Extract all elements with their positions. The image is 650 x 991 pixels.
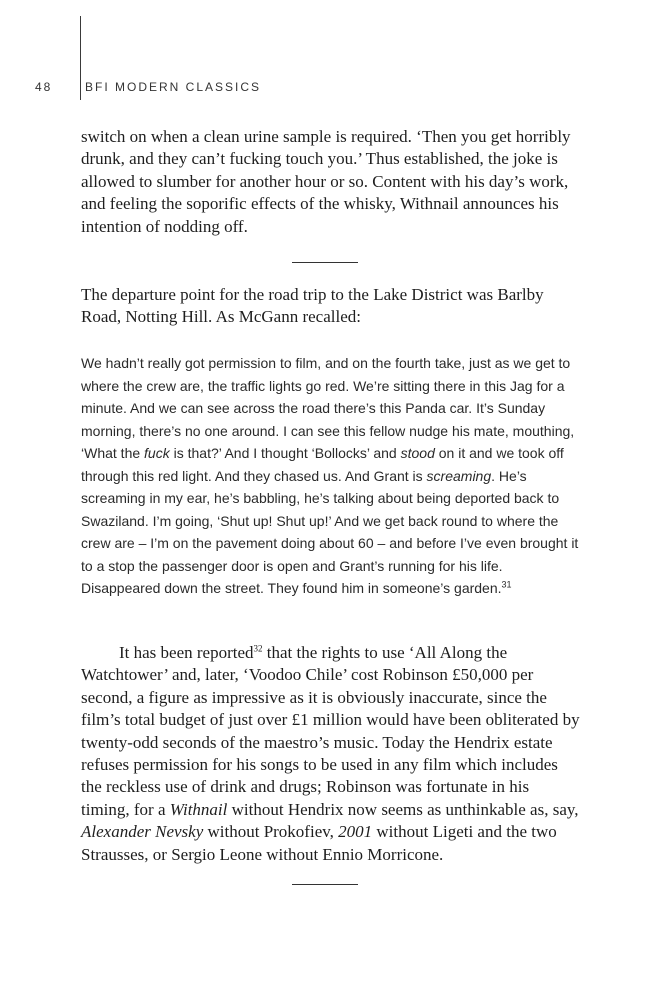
para3-italic-3: 2001 [338, 822, 373, 842]
body-paragraph-3 [81, 642, 581, 866]
para3-text-2: that the rights to use ‘All Along the Watchtower’ and, later, ‘Voodoo Chile’ cost Robinson £50,000 per second, a figure as impressive as it is obviously inaccurate, since the film’s total budget of just over £1 million would have been obliterated by twenty-odd seconds of the maestro’s music. Today the Hendrix estate refuses permission for his songs to be used in any film which includes the reckless use of drink and drugs; Robinson was fortunate in his timing, for a [81, 643, 580, 819]
para3-text-5: without Ligeti and the two Strausses, or Sergio Leone without Ennio Morricone. [81, 822, 557, 864]
body-paragraph-2: The departure point for the road trip to the Lake District was Barlby Road, Notting Hill. As McGann recalled: [81, 285, 544, 327]
quote-italic-2: stood [400, 445, 435, 461]
block-quote [81, 352, 581, 600]
quote-text-4: . He’s screaming in my ear, he’s babbling, he’s talking about being deported back to Swaziland. I’m going, ‘Shut up! Shut up!’ And we get back round to where the crew are – I’m on the pavement doing about 60 – and before I’ve even brought it to a stop the passenger door is open and Grant’s running for his life. Disappeared down the street. They found him in someone’s garden. [81, 467, 579, 596]
footnote-ref-32: 32 [253, 643, 263, 654]
section-divider-1 [292, 262, 358, 263]
quote-text-3: on it and we took off through this red light. And they chased us. And Grant is [81, 445, 564, 484]
quote-text-2: is that?’ And I thought ‘Bollocks’ and [169, 445, 401, 461]
section-divider-2 [292, 884, 358, 885]
para3-text-1: It has been reported [119, 643, 254, 662]
body-paragraph-1: switch on when a clean urine sample is required. ‘Then you get horribly drunk, and they can’t fucking touch you.’ Thus established, the joke is allowed to slumber for another hour or so. Content with his day’s work, and feeling the soporific effects of the whisky, Withnail announces his intention of nodding off. [81, 127, 571, 236]
footnote-ref-31: 31 [501, 579, 512, 590]
quote-italic-3: screaming [426, 467, 492, 484]
page-number: 48 [35, 80, 53, 94]
series-title: BFI MODERN CLASSICS [85, 80, 262, 94]
quote-italic-1: fuck [144, 445, 170, 461]
para3-text-3: without Hendrix now seems as unthinkable as, say, [227, 799, 579, 819]
para3-text-4: without Prokofiev, [203, 822, 339, 842]
para3-italic-1: Withnail [169, 799, 228, 819]
running-head [35, 80, 261, 94]
para3-italic-2: Alexander Nevsky [81, 822, 204, 842]
quote-text-1: We hadn’t really got permission to film, and on the fourth take, just as we get to where the crew are, the traffic lights go red. We’re sitting there in this Jag for a minute. And we can see across the road there’s this Panda car. It’s Sunday morning, there’s no one around. I can see this fellow nudge his mate, mouthing, ‘What the [81, 355, 575, 461]
